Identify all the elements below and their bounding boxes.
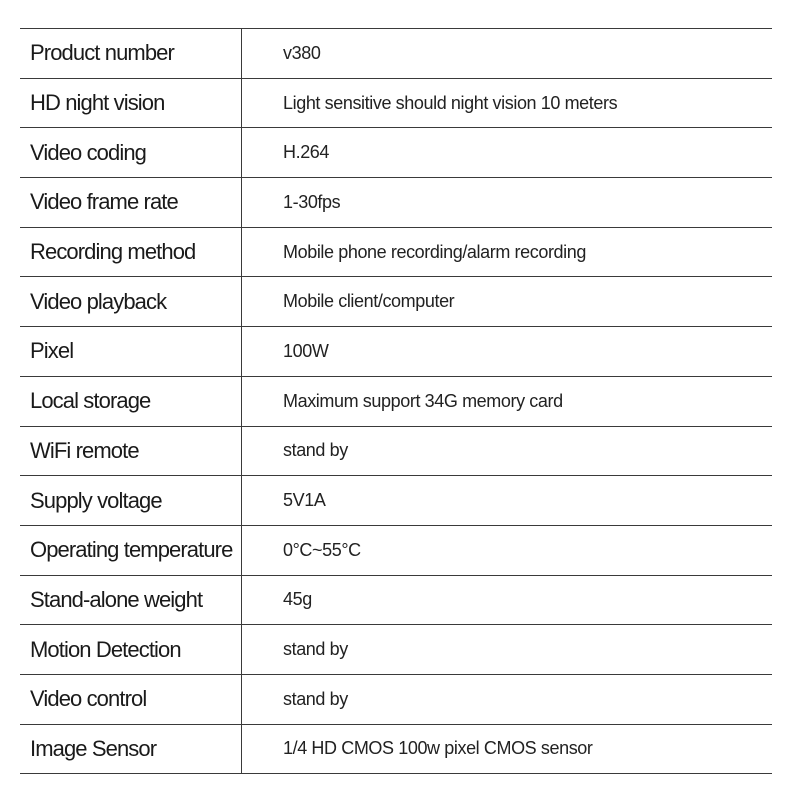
spec-value: Mobile phone recording/alarm recording	[283, 241, 586, 262]
spec-value: stand by	[283, 440, 348, 461]
spec-table	[20, 28, 772, 774]
spec-value: Maximum support 34G memory card	[283, 390, 563, 411]
spec-value: 45g	[283, 589, 312, 610]
spec-row-image-sensor	[20, 724, 772, 775]
spec-label: Recording method	[20, 228, 242, 277]
spec-label: Product number	[20, 29, 242, 78]
spec-row-wifi-remote	[20, 426, 772, 476]
spec-value: 0°C~55°C	[283, 539, 361, 560]
spec-label: WiFi remote	[20, 427, 242, 476]
spec-row-supply-voltage	[20, 475, 772, 525]
spec-row-pixel	[20, 326, 772, 376]
spec-row-recording-method	[20, 227, 772, 277]
spec-value: Light sensitive should night vision 10 meters	[283, 92, 618, 113]
spec-row-operating-temperature	[20, 525, 772, 575]
spec-label: Image Sensor	[20, 725, 242, 774]
spec-label: Stand-alone weight	[20, 576, 242, 625]
spec-row-video-frame-rate	[20, 177, 772, 227]
spec-value: 100W	[283, 340, 329, 361]
spec-row-motion-detection	[20, 624, 772, 674]
spec-row-video-coding	[20, 127, 772, 177]
spec-label: Supply voltage	[20, 476, 242, 525]
spec-value: stand by	[283, 639, 348, 660]
spec-value: 5V1A	[283, 490, 326, 511]
spec-value: Mobile client/computer	[283, 291, 455, 312]
spec-value: 1/4 HD CMOS 100w pixel CMOS sensor	[283, 738, 593, 759]
spec-label: Motion Detection	[20, 625, 242, 674]
spec-row-hd-night-vision	[20, 78, 772, 128]
spec-label: Video playback	[20, 277, 242, 326]
spec-row-video-playback	[20, 276, 772, 326]
spec-row-local-storage	[20, 376, 772, 426]
spec-label: HD night vision	[20, 79, 242, 128]
spec-label: Video frame rate	[20, 178, 242, 227]
spec-value: H.264	[283, 142, 330, 163]
spec-value: 1-30fps	[283, 191, 341, 212]
spec-value: stand by	[283, 688, 348, 709]
spec-row-video-control	[20, 674, 772, 724]
spec-label: Video coding	[20, 128, 242, 177]
spec-label: Local storage	[20, 377, 242, 426]
spec-label: Operating temperature	[20, 526, 242, 575]
spec-value: v380	[283, 42, 321, 63]
spec-label: Video control	[20, 675, 242, 724]
spec-row-product-number	[20, 28, 772, 78]
spec-label: Pixel	[20, 327, 242, 376]
spec-row-stand-alone-weight	[20, 575, 772, 625]
